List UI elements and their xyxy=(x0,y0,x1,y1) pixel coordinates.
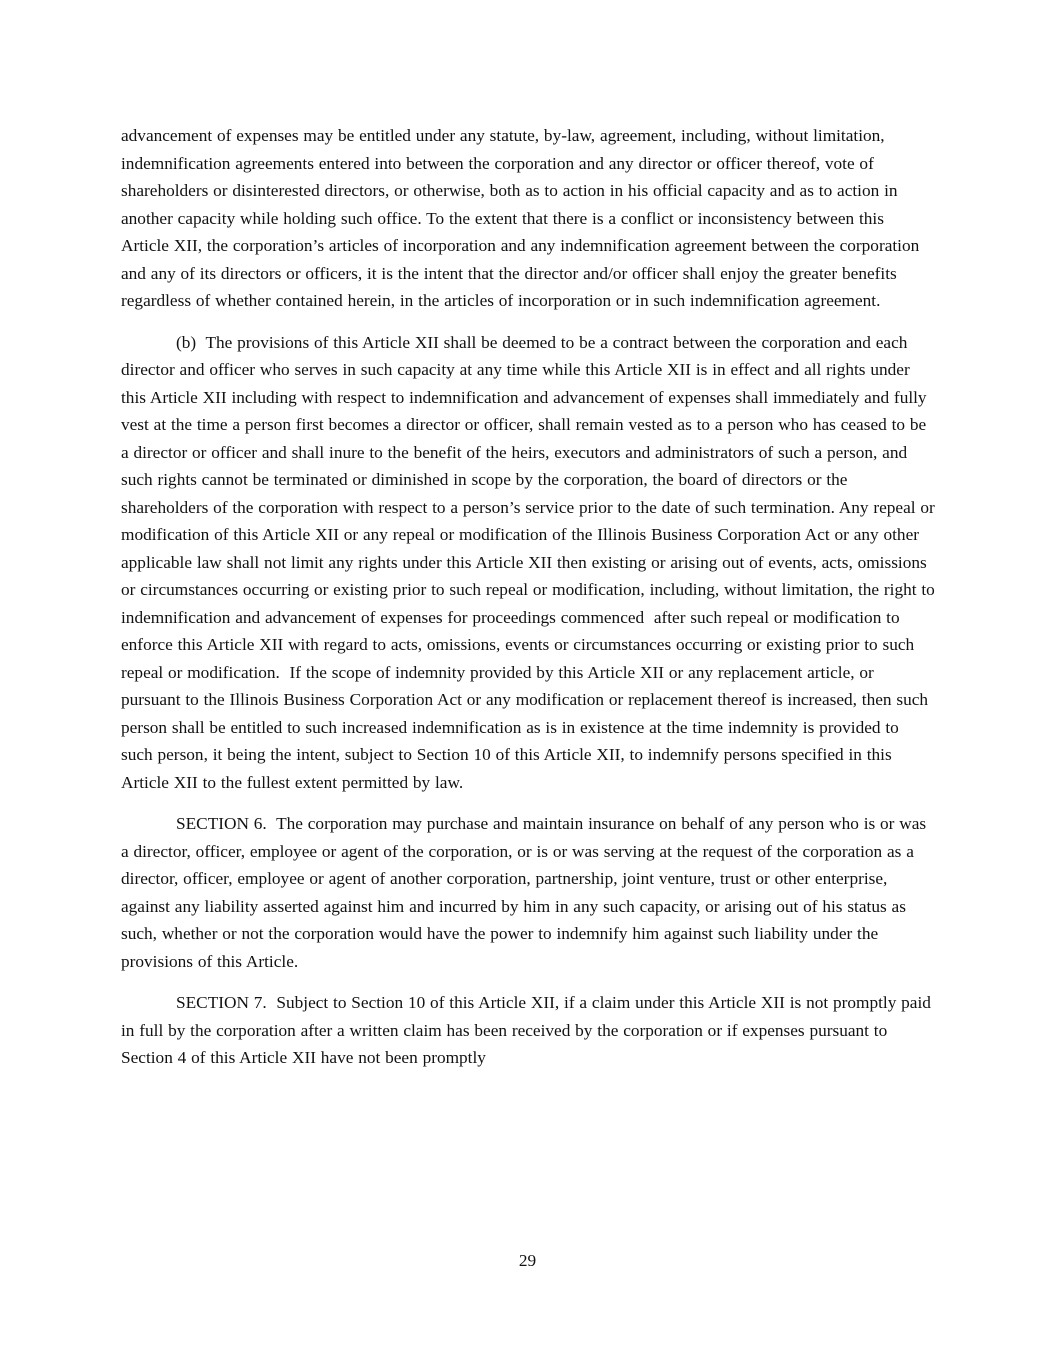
document-page-body xyxy=(121,122,940,1086)
paragraph-section-7: SECTION 7. Subject to Section 10 of this Article XII, if a claim under this Article XII is not promptly paid in full by the corporation after a written claim has been received by the corporation or if expenses pursuant to Section 4 of this Article XII have not been promptly xyxy=(121,993,936,1067)
paragraph-subsection-b: (b) The provisions of this Article XII shall be deemed to be a contract between the corporation and each director and officer who serves in such capacity at any time while this Article XII is in effect and all rights under this Article XII including with respect to indemnification and advancement of expenses shall immediately and fully vest at the time a person first becomes a director or officer, shall remain vested as to a person who has ceased to be a director or officer and shall inure to the benefit of the heirs, executors and administrators of such a person, and such rights cannot be terminated or diminished in scope by the corporation, the board of directors or the shareholders of the corporation with respect to a person’s service prior to the date of such termination. Any repeal or modification of this Article XII or any repeal or modification of the Illinois Business Corporation Act or any other applicable law shall not limit any rights under this Article XII then existing or arising out of events, acts, omissions or circumstances occurring or existing prior to such repeal or modification, including, without limitation, the right to indemnification and advancement of expenses for proceedings commenced after such repeal or modification to enforce this Article XII with regard to acts, omissions, events or circumstances occurring or existing prior to such repeal or modification. If the scope of indemnity provided by this Article XII or any replacement article, or pursuant to the Illinois Business Corporation Act or any modification or replacement thereof is increased, then such person shall be entitled to such increased indemnification as is in existence at the time indemnity is provided to such person, it being the intent, subject to Section 10 of this Article XII, to indemnify persons specified in this Article XII to the fullest extent permitted by law. xyxy=(121,332,940,792)
page-number: 29 xyxy=(518,1251,537,1270)
paragraph-continuation: advancement of expenses may be entitled under any statute, by-law, agreement, including, without limitation, indemnification agreements entered into between the corporation and any director or officer thereof, vote of shareholders or disinterested directors, or otherwise, both as to action in his official capacity and as to action in another capacity while holding such office. To the extent that there is a conflict or inconsistency between this Article XII, the corporation’s articles of incorporation and any indemnification agreement between the corporation and any of its directors or officers, it is the intent that the director and/or officer shall enjoy the greater benefits regardless of whether contained herein, in the articles of incorporation or in such indemnification agreement. xyxy=(121,126,925,310)
paragraph-section-6: SECTION 6. The corporation may purchase and maintain insurance on behalf of any person who is or was a director, officer, employee or agent of the corporation, or is or was serving at the request of the corporation as a director, officer, employee or agent of another corporation, partnership, joint venture, trust or other enterprise, against any liability asserted against him and incurred by him in any such capacity, or arising out of his status as such, whether or not the corporation would have the power to indemnify him against such liability under the provisions of this Article. xyxy=(121,814,931,971)
